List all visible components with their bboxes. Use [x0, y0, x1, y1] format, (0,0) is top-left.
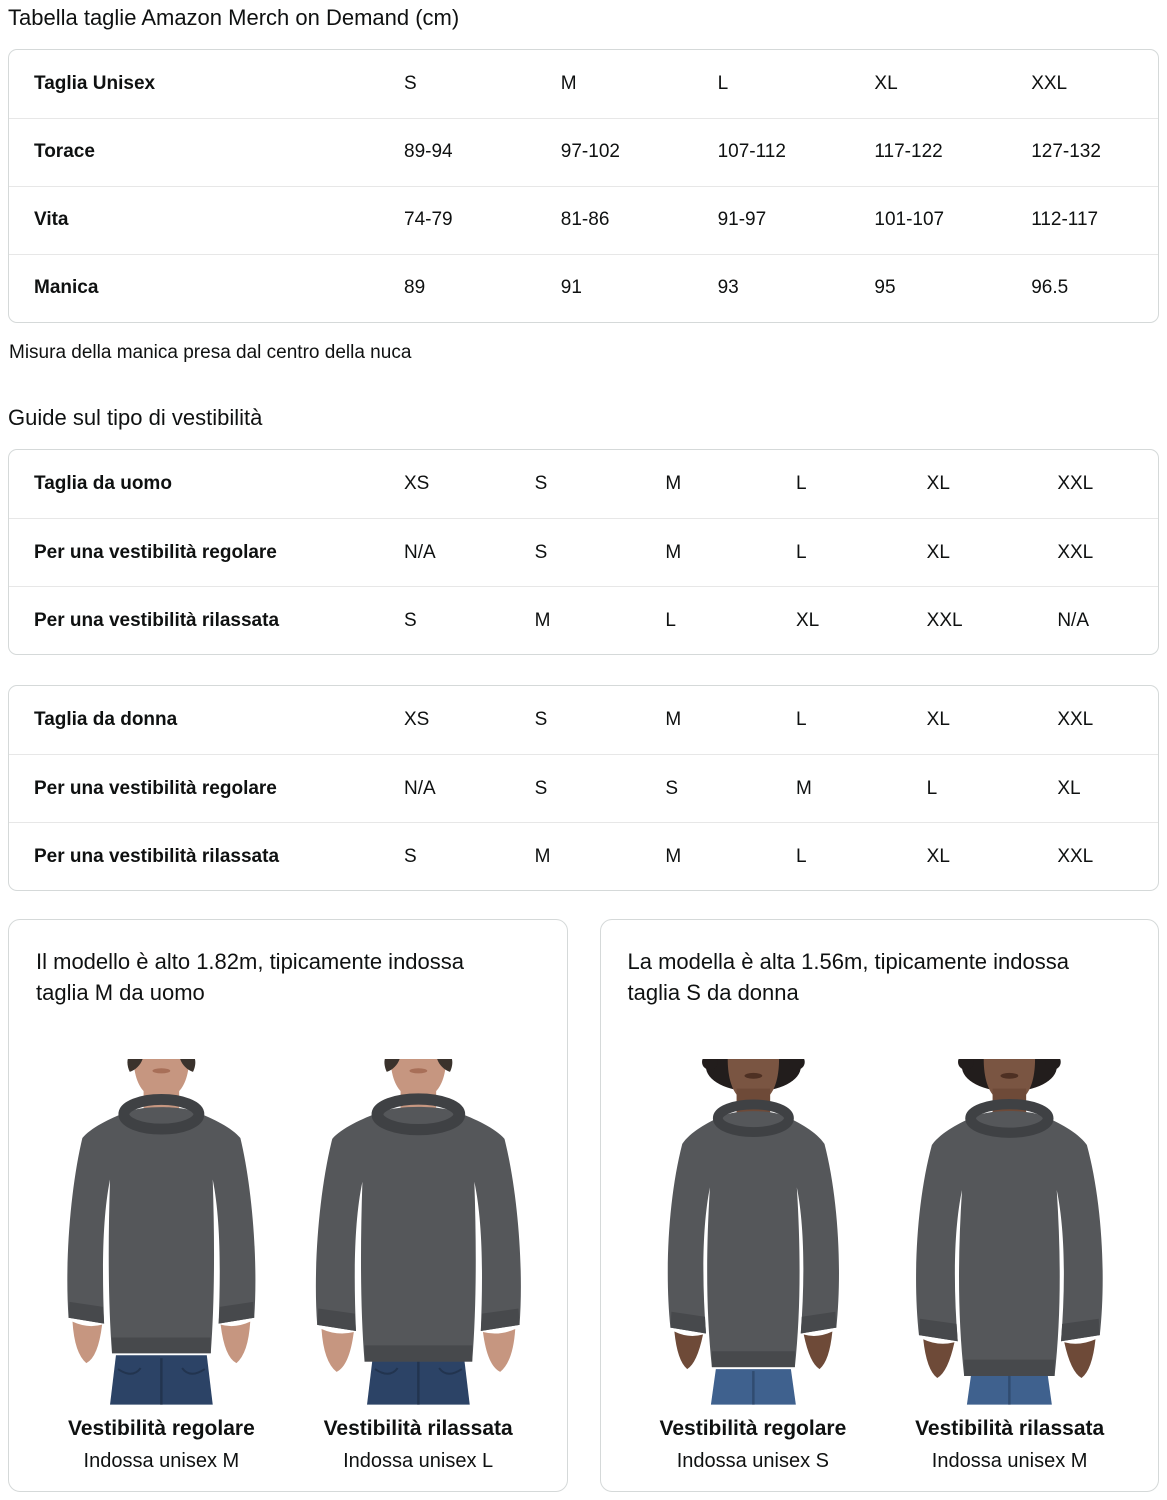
cell-value: L: [926, 777, 938, 799]
fit-label: Vestibilità regolare: [659, 1417, 847, 1440]
cell-value: N/A: [1057, 609, 1090, 631]
cell-value: XL: [796, 609, 820, 631]
cell-value: 95: [874, 277, 896, 298]
cell-value: M: [665, 541, 682, 563]
male-model-description: Il modello è alto 1.82m, tipicamente indossa taglia M da uomo: [36, 949, 465, 1006]
size-header: M: [560, 72, 577, 94]
table-header-row: [9, 686, 1158, 754]
page-title: Tabella taglie Amazon Merch on Demand (cm): [8, 5, 460, 30]
cell-value: 93: [717, 277, 739, 298]
cell-value: N/A: [404, 777, 436, 799]
female-model-relaxed-photo: [881, 1059, 1138, 1405]
size-header: XS: [404, 473, 430, 494]
cell-value: 127-132: [1031, 141, 1101, 162]
cell-value: XXL: [1057, 541, 1094, 563]
cell-value: 89-94: [404, 141, 453, 162]
size-header: XL: [926, 709, 950, 730]
fit-label: Vestibilità regolare: [68, 1417, 255, 1440]
row-label: Per una vestibilità rilassata: [34, 609, 280, 631]
row-label: Taglia da donna: [34, 709, 178, 730]
male-relaxed-figure: [290, 1018, 547, 1473]
cell-value: 74-79: [404, 209, 453, 230]
worn-size-label: Indossa unisex M: [931, 1450, 1088, 1472]
cell-value: S: [404, 609, 417, 631]
cell-value: M: [534, 609, 551, 631]
cell-value: 101-107: [874, 209, 945, 230]
size-header: M: [665, 473, 682, 494]
cell-value: N/A: [404, 541, 436, 563]
cell-value: M: [534, 845, 551, 867]
sleeve-measure-note: Misura della manica presa dal centro della nuca: [9, 341, 412, 363]
cell-value: 89: [404, 277, 426, 298]
cell-value: 97-102: [560, 141, 620, 162]
male-model-regular-photo: [33, 1059, 290, 1405]
cell-value: XL: [926, 845, 950, 867]
female-relaxed-figure: [881, 1018, 1138, 1473]
size-header: XXL: [1057, 473, 1094, 494]
size-header: S: [404, 72, 417, 94]
cell-value: S: [404, 845, 417, 867]
table-row: [9, 754, 1158, 822]
table-row: [9, 254, 1158, 322]
cell-value: L: [665, 609, 676, 631]
cell-value: 96.5: [1031, 277, 1069, 298]
size-header: XXL: [1057, 709, 1094, 730]
row-label: Vita: [34, 209, 69, 230]
female-figures: [625, 1018, 1139, 1473]
male-regular-figure: [33, 1018, 290, 1473]
size-header: XS: [404, 709, 430, 730]
table-row: [9, 118, 1158, 186]
size-header: L: [796, 473, 807, 494]
table-header-row: [9, 50, 1158, 118]
table-row: [9, 822, 1158, 890]
unisex-size-table: [8, 49, 1159, 323]
fit-guide-heading: Guide sul tipo di vestibilità: [8, 404, 263, 430]
worn-size-label: Indossa unisex M: [83, 1450, 240, 1472]
cell-value: S: [534, 541, 548, 563]
size-header: M: [665, 709, 682, 730]
row-label: Taglia Unisex: [34, 72, 156, 94]
row-label: Torace: [34, 141, 95, 162]
male-figures: [33, 1018, 547, 1473]
women-fit-table: [8, 685, 1159, 891]
cell-value: 107-112: [717, 141, 786, 162]
table-row: [9, 518, 1158, 586]
worn-size-label: Indossa unisex L: [343, 1450, 494, 1472]
worn-size-label: Indossa unisex S: [676, 1450, 830, 1472]
table-row: [9, 586, 1158, 654]
table-row: [9, 186, 1158, 254]
cell-value: S: [665, 777, 679, 799]
row-label: Per una vestibilità rilassata: [34, 845, 280, 867]
row-label: Per una vestibilità regolare: [34, 541, 277, 563]
female-model-card: [600, 919, 1160, 1492]
size-header: S: [534, 473, 548, 494]
row-label: Per una vestibilità regolare: [34, 777, 277, 799]
cell-value: 91-97: [717, 209, 767, 230]
cell-value: 112-117: [1031, 209, 1099, 230]
cell-value: L: [796, 541, 807, 563]
row-label: Manica: [34, 277, 99, 298]
cell-value: XXL: [926, 609, 963, 631]
size-header: XXL: [1031, 72, 1068, 94]
model-cards: [8, 919, 1159, 1492]
row-label: Taglia da uomo: [34, 473, 172, 494]
cell-value: 117-122: [874, 141, 943, 162]
size-header: XL: [874, 72, 898, 94]
cell-value: XXL: [1057, 845, 1094, 867]
size-header: L: [717, 72, 729, 94]
cell-value: L: [796, 845, 807, 867]
cell-value: M: [665, 845, 682, 867]
table-header-row: [9, 450, 1158, 518]
cell-value: XL: [926, 541, 950, 563]
cell-value: 81-86: [560, 209, 610, 230]
female-model-regular-photo: [625, 1059, 882, 1405]
size-header: S: [534, 709, 548, 730]
female-regular-figure: [625, 1018, 882, 1473]
cell-value: 91: [560, 277, 582, 298]
female-model-description: La modella è alta 1.56m, tipicamente indossa taglia S da donna: [627, 949, 1069, 1006]
size-header: L: [796, 709, 807, 730]
fit-label: Vestibilità rilassata: [915, 1417, 1105, 1440]
cell-value: XL: [1057, 777, 1081, 799]
cell-value: M: [796, 777, 812, 799]
size-header: XL: [926, 473, 950, 494]
male-model-relaxed-photo: [290, 1059, 547, 1405]
cell-value: S: [534, 777, 548, 799]
male-model-card: [8, 919, 568, 1492]
fit-label: Vestibilità rilassata: [323, 1417, 513, 1440]
men-fit-table: [8, 449, 1159, 655]
